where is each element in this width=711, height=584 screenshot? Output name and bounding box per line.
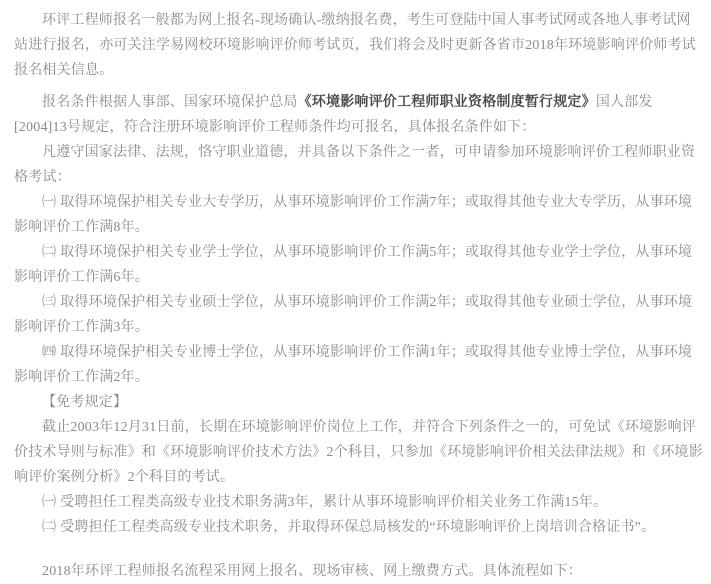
exemption-intro-paragraph: 截止2003年12月31日前，长期在环境影响评价岗位上工作，并符合下列条件之一的，可免试《环境影响评价技术导则与标准》和《环境影响评价技术方法》2个科目，只参加《环境影响评价相关法律法规》和《环境影响评价案例分析》2个科目的考试。 xyxy=(14,420,703,485)
condition-1-marker: ㈠ xyxy=(42,195,57,210)
condition-item-4 xyxy=(14,340,703,390)
condition-4-text: 取得环境保护相关专业博士学位，从事环境影响评价工作满1年；或取得其他专业博士学位，从事环境影响评价工作满2年。 xyxy=(14,345,693,385)
condition-2-text: 取得环境保护相关专业学士学位，从事环境影响评价工作满5年；或取得其他专业学士学位，从事环境影响评价工作满6年。 xyxy=(14,245,693,285)
condition-item-3 xyxy=(14,290,703,340)
exemption-heading: 【免考规定】 xyxy=(42,395,128,410)
closing-paragraph: 2018年环评工程师报名流程采用网上报名、现场审核、网上缴费方式。具体流程如下： xyxy=(42,564,582,579)
basis-suffix-text: 国人部发[2004]13号规定，符合注册环境影响评价工程师条件均可报名，具体报名条件如下： xyxy=(14,95,653,135)
eligibility-intro-paragraph: 凡遵守国家法律、法规，恪守职业道德，并具备以下条件之一者，可申请参加环境影响评价工程师职业资格考试： xyxy=(14,145,696,185)
exemption-item-1 xyxy=(14,490,703,515)
registration-basis-paragraph xyxy=(14,90,703,140)
condition-item-1 xyxy=(14,190,703,240)
condition-3-marker: ㈢ xyxy=(42,295,57,310)
basis-prefix-text: 报名条件根据人事部、国家环境保护总局 xyxy=(42,95,298,110)
intro-paragraph: 环评工程师报名一般都为网上报名-现场确认-缴纳报名费，考生可登陆中国人事考试网或各地人事考试网站进行报名，亦可关注学易网校环境影响评价师考试页，我们将会及时更新各省市2018年环境影响评价师考试报名相关信息。 xyxy=(14,13,696,78)
exemption-2-text: 受聘担任工程类高级专业技术职务，并取得环保总局核发的“环境影响评价上岗培训合格证书”。 xyxy=(60,520,656,535)
exemption-1-text: 受聘担任工程类高级专业技术职务满3年，累计从事环境影响评价相关业务工作满15年。 xyxy=(60,495,608,510)
regulation-title-bold: 《环境影响评价工程师职业资格制度暂行规定》 xyxy=(297,95,596,110)
condition-1-text: 取得环境保护相关专业大专学历，从事环境影响评价工作满7年；或取得其他专业大专学历，从事环境影响评价工作满8年。 xyxy=(14,195,693,235)
condition-item-2 xyxy=(14,240,703,290)
exemption-1-marker: ㈠ xyxy=(42,495,57,510)
condition-2-marker: ㈡ xyxy=(42,245,57,260)
exemption-2-marker: ㈡ xyxy=(42,520,57,535)
condition-4-marker: ㈣ xyxy=(42,345,57,360)
condition-3-text: 取得环境保护相关专业硕士学位，从事环境影响评价工作满2年；或取得其他专业硕士学位，从事环境影响评价工作满3年。 xyxy=(14,295,693,335)
exemption-item-2 xyxy=(14,515,703,540)
